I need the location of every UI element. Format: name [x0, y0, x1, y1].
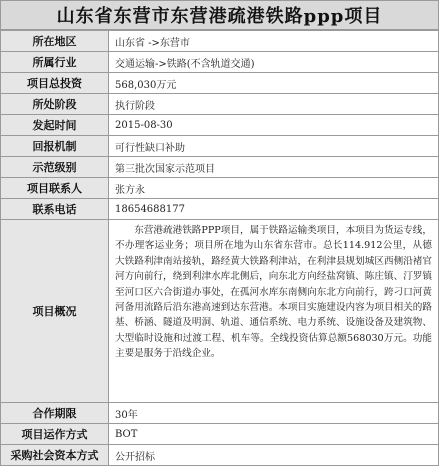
- row-value-operation-mode: BOT: [109, 424, 439, 445]
- row-value-procurement-method: 公开招标: [109, 445, 439, 466]
- table-row: [1, 403, 439, 424]
- row-value-phone: 18654688177: [109, 199, 439, 220]
- row-label-contact-person: 项目联系人: [1, 178, 109, 199]
- row-label-overview: 项目概况: [1, 220, 109, 403]
- table-row: [1, 445, 439, 466]
- row-label-phone: 联系电话: [1, 199, 109, 220]
- row-value-demo-level: 第三批次国家示范项目: [109, 157, 439, 178]
- project-info-table: [0, 30, 439, 466]
- table-row: [1, 52, 439, 73]
- page-title: 山东省东营市东营港疏港铁路ppp项目: [0, 0, 439, 30]
- row-value-contact-person: 张方永: [109, 178, 439, 199]
- table-row: [1, 157, 439, 178]
- table-row: [1, 199, 439, 220]
- table-row: [1, 136, 439, 157]
- row-label-cooperation-term: 合作期限: [1, 403, 109, 424]
- row-value-industry: 交通运输->铁路(不含轨道交通): [109, 52, 439, 73]
- table-row: [1, 178, 439, 199]
- table-row: [1, 424, 439, 445]
- row-value-region: 山东省 ->东营市: [109, 31, 439, 52]
- row-label-return-mechanism: 回报机制: [1, 136, 109, 157]
- row-value-return-mechanism: 可行性缺口补助: [109, 136, 439, 157]
- row-label-procurement-method: 采购社会资本方式: [1, 445, 109, 466]
- table-row: [1, 115, 439, 136]
- row-label-total-investment: 项目总投资: [1, 73, 109, 94]
- row-value-total-investment: 568,030万元: [109, 73, 439, 94]
- table-row: [1, 94, 439, 115]
- row-label-stage: 所处阶段: [1, 94, 109, 115]
- row-label-demo-level: 示范级别: [1, 157, 109, 178]
- table-row: [1, 220, 439, 403]
- row-label-region: 所在地区: [1, 31, 109, 52]
- row-label-start-date: 发起时间: [1, 115, 109, 136]
- row-label-industry: 所属行业: [1, 52, 109, 73]
- row-label-operation-mode: 项目运作方式: [1, 424, 109, 445]
- table-row: [1, 73, 439, 94]
- table-row: [1, 31, 439, 52]
- row-value-start-date: 2015-08-30: [109, 115, 439, 136]
- row-value-cooperation-term: 30年: [109, 403, 439, 424]
- row-value-stage: 执行阶段: [109, 94, 439, 115]
- row-value-overview: 东营港疏港铁路PPP项目，属于铁路运输类项目，本项目为货运专线，不办理客运业务；项目所在地为山东省东营市。总长114.912公里，从德大铁路利津南站接轨，路经黄大铁路利津站，在利津县规划城区西侧沿褚官河方向前行，绕到利津水库北侧后，向东北方向经盐窝镇、陈庄镇、汀罗镇至河口区六合街道办事处，在孤河水库东南侧向东北方向前行，跨刁口河黄河备用流路后沿东港高速到达东营港。本项目实施建设内容为项目相关的路基、桥涵、隧道及明洞、轨道、通信系统、电力系统、设施设备及建筑物、大型临时设施和过渡工程、机车等。全线投资估算总额568030万元。功能主要是服务于沿线企业。: [109, 220, 439, 403]
